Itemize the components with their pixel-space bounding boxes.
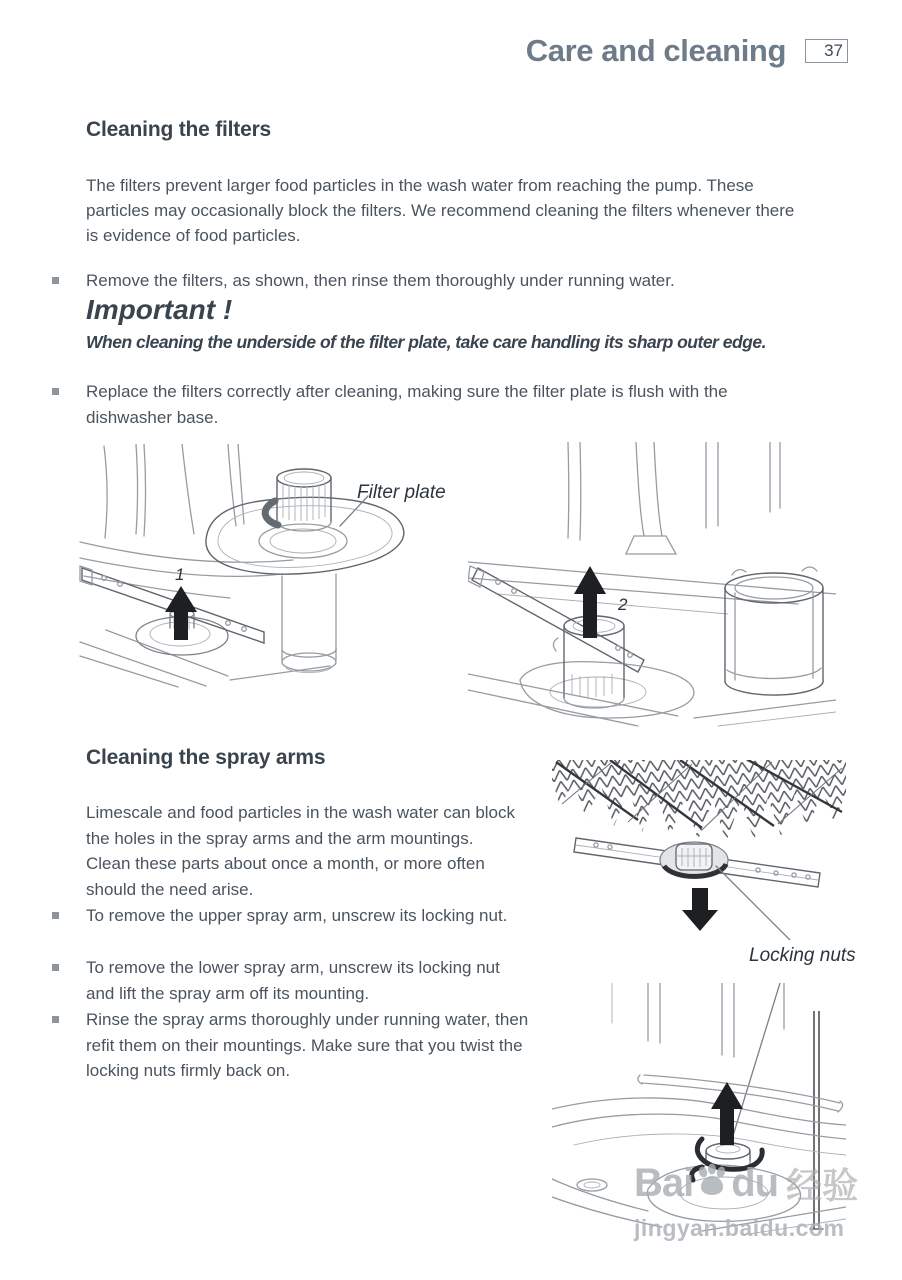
watermark <box>634 1158 858 1242</box>
spray-arms-intro-paragraph: Limescale and food particles in the wash water can block the holes in the spray arms and the arm mountings. Clean these parts about once a month, or more often should the need arise. <box>86 803 516 900</box>
locking-nut <box>660 842 728 878</box>
coarse-filter-illustration <box>468 442 836 727</box>
dishwasher-door-lines <box>80 444 293 598</box>
lower-spray-arm <box>468 566 644 672</box>
bullet-square-icon <box>52 388 59 395</box>
bullet-item-lower-spray-arm <box>52 955 530 1006</box>
section-heading-spray-arms: Cleaning the spray arms <box>86 746 326 769</box>
bullet-square-icon <box>52 277 59 284</box>
locking-nuts-label: Locking nuts <box>749 945 856 966</box>
watermark-brand-part2: du <box>731 1161 779 1205</box>
watermark-brand-suffix: 经验 <box>786 1165 859 1206</box>
figure-filter-plate-removal <box>78 444 418 688</box>
upper-spray-arm-illustration <box>552 760 846 940</box>
up-arrow-icon <box>574 566 606 638</box>
filter-plate-label: Filter plate <box>357 482 446 503</box>
important-note: When cleaning the underside of the filter plate, take care handling its sharp outer edge. <box>86 332 766 352</box>
tub-floor-lines <box>80 630 330 687</box>
bullet-item-rinse-spray-arms <box>52 1007 530 1084</box>
watermark-brand <box>634 1158 858 1209</box>
section-heading-filters: Cleaning the filters <box>86 118 272 141</box>
bullet-text: To remove the upper spray arm, unscrew its locking nut. <box>86 906 508 925</box>
page-title: Care and cleaning <box>525 33 786 68</box>
watermark-url: jingyan.baidu.com <box>634 1215 845 1241</box>
bullet-item-upper-spray-arm <box>52 903 530 929</box>
bullet-text: To remove the lower spray arm, unscrew its locking nut and lift the spray arm off its mounting. <box>86 958 500 1003</box>
bullet-text: Replace the filters correctly after cleaning, making sure the filter plate is flush with the dishwasher base. <box>86 382 728 427</box>
bullet-item-replace-filters <box>52 379 792 430</box>
bullet-square-icon <box>52 912 59 919</box>
step-number: 2 <box>618 595 628 614</box>
bullet-text: Rinse the spray arms thoroughly under running water, then refit them on their mountings. Make sure that you twist the locking nuts firmly back on. <box>86 1010 529 1080</box>
tub-floor-lines <box>468 674 836 726</box>
filters-intro-paragraph: The filters prevent larger food particles in the wash water from reaching the pump. These particles may occasionally block the filters. We recommend cleaning the filters whenever there is evidence of food particles. <box>86 176 795 245</box>
label-leader-line <box>732 983 780 1139</box>
bullet-square-icon <box>52 964 59 971</box>
page-number: 37 <box>824 41 843 60</box>
filter-handle <box>265 501 278 525</box>
filter-mesh-lines <box>283 482 325 521</box>
bullet-item-remove-filters <box>52 268 842 294</box>
basket-underside <box>552 760 846 842</box>
bullet-square-icon <box>52 1016 59 1023</box>
baidu-paw-icon <box>695 1163 729 1197</box>
down-arrow-icon <box>682 888 718 931</box>
important-title: Important ! <box>86 294 233 325</box>
figure-upper-spray-arm <box>552 760 846 940</box>
tub-back-lines <box>612 983 784 1057</box>
page-number-box <box>805 39 848 63</box>
step-number: 1 <box>175 565 185 584</box>
bullet-text: Remove the filters, as shown, then rinse them thoroughly under running water. <box>86 271 675 290</box>
watermark-brand-part1: Bai <box>634 1161 694 1205</box>
figure-coarse-filter-removal <box>468 442 836 727</box>
filter-plate-illustration <box>78 444 418 688</box>
dishwasher-door-lines <box>468 442 836 614</box>
page-header <box>526 33 848 69</box>
